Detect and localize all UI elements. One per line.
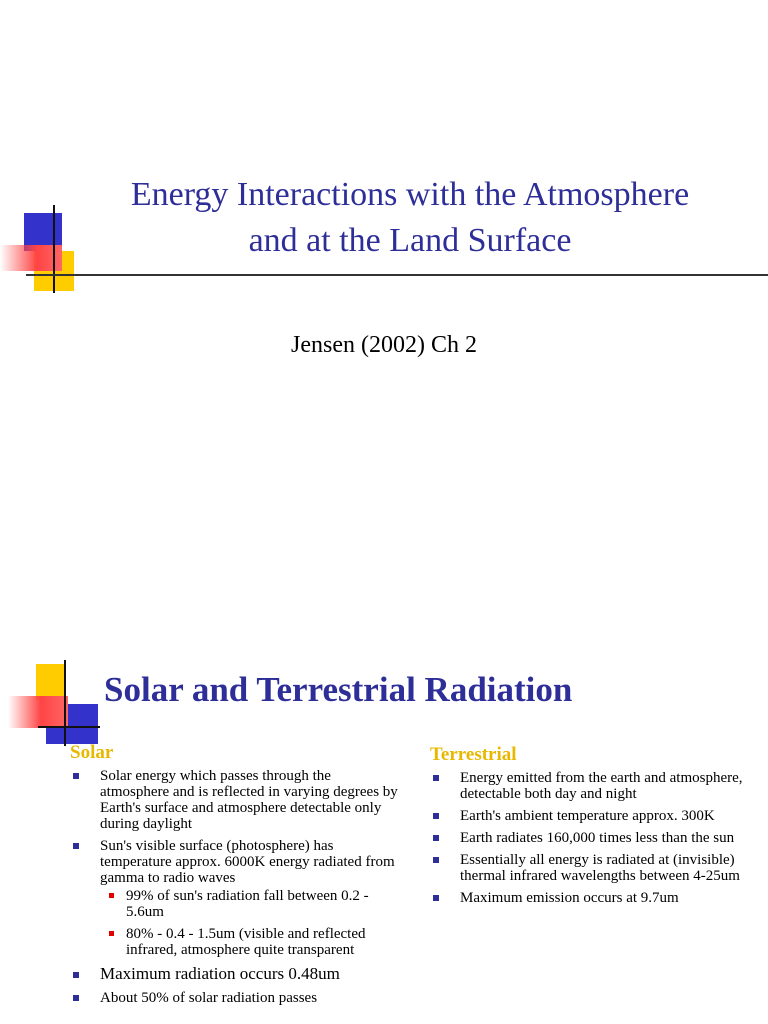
list-item xyxy=(70,838,400,958)
title-line-2: and at the Land Surface xyxy=(248,222,572,259)
solar-heading: Solar xyxy=(70,742,114,763)
terrestrial-bullet-list xyxy=(430,770,750,906)
list-item: Energy emitted from the earth and atmosphere, detectable both day and night xyxy=(430,770,750,802)
slide-subtitle: Jensen (2002) Ch 2 xyxy=(291,332,477,358)
terrestrial-heading: Terrestrial xyxy=(430,744,517,765)
list-item: Essentially all energy is radiated at (invisible) thermal infrared wavelengths between 4-25um xyxy=(430,852,750,884)
solar-sub-list xyxy=(100,888,400,958)
slide-title xyxy=(80,172,740,264)
slide-logo-decoration xyxy=(0,660,100,750)
slide-title: Solar and Terrestrial Radiation xyxy=(104,670,573,709)
list-item-text: Sun's visible surface (photosphere) has temperature approx. 6000K energy radiated from gamma to radio waves xyxy=(100,838,395,886)
list-item: Maximum emission occurs at 9.7um xyxy=(430,890,750,906)
content-slide xyxy=(0,640,768,1024)
terrestrial-column xyxy=(430,744,750,912)
solar-bullet-list xyxy=(70,768,400,1006)
solar-column xyxy=(70,742,400,1012)
sub-list-item: 99% of sun's radiation fall between 0.2 - 5.6um xyxy=(100,888,400,920)
list-item: Earth radiates 160,000 times less than the sun xyxy=(430,830,750,846)
list-item: Maximum radiation occurs 0.48um xyxy=(70,964,400,984)
title-line-1: Energy Interactions with the Atmosphere xyxy=(130,176,690,213)
list-item: About 50% of solar radiation passes xyxy=(70,990,400,1006)
list-item: Earth's ambient temperature approx. 300K xyxy=(430,808,750,824)
list-item: Solar energy which passes through the atmosphere and is reflected in varying degrees by Earth's surface and atmosphere detectable only during daylight xyxy=(70,768,400,832)
sub-list-item: 80% - 0.4 - 1.5um (visible and reflected infrared, atmosphere quite transparent xyxy=(100,926,400,958)
title-underline xyxy=(26,274,768,276)
